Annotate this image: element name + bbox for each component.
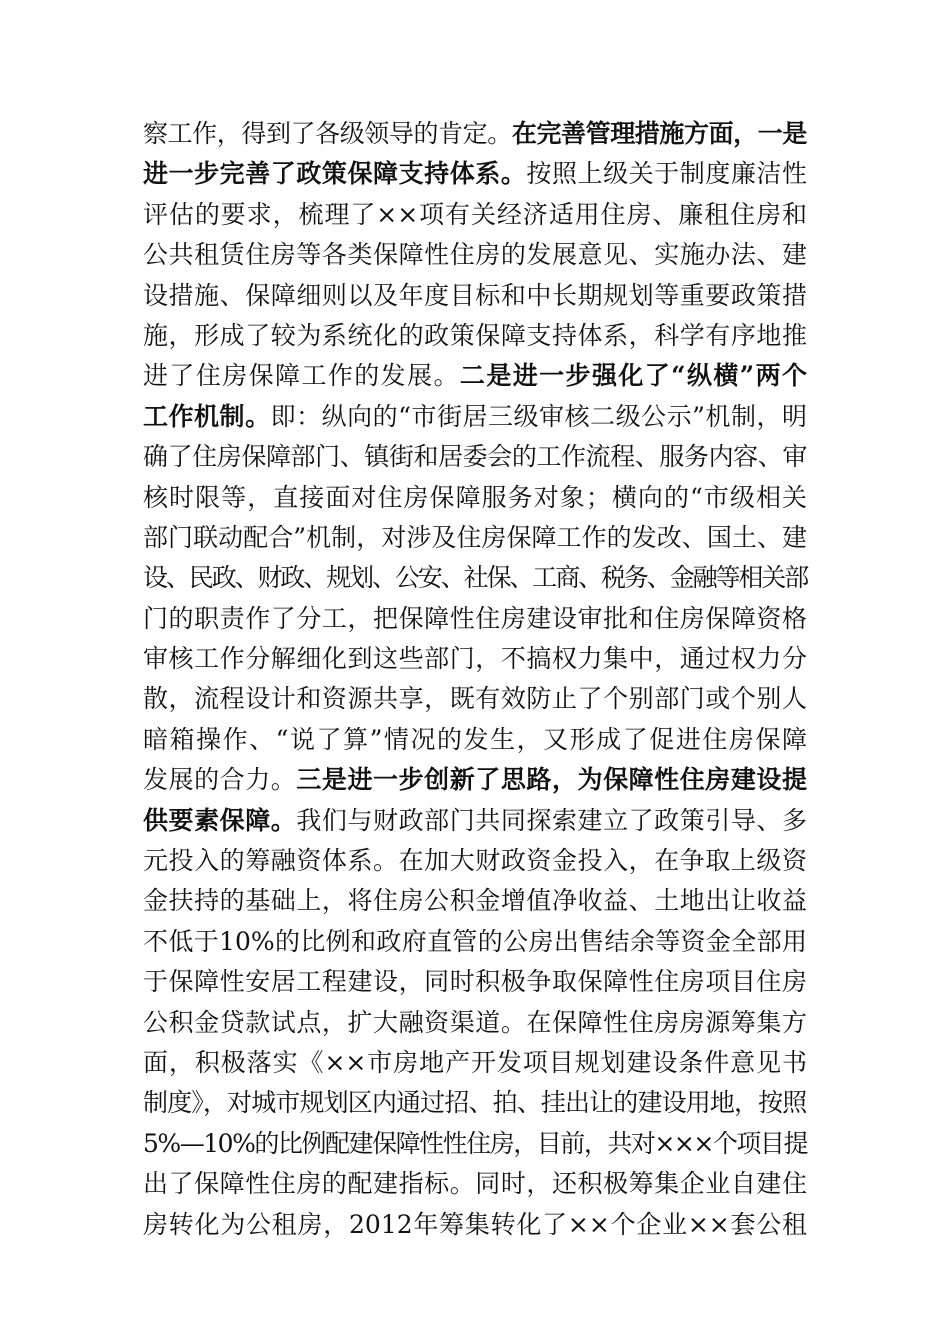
text-segment: 制度》，对城市规划区内通过招、拍、挂出让的建设用地，按照 — [143, 1088, 807, 1118]
text-segment: 审核工作分解细化到这些部门，不搞权力集中，通过权力分 — [143, 644, 807, 674]
text-line — [143, 962, 807, 1002]
text-segment: 我们与财政部门共同探索建立了政策引导、多 — [296, 805, 807, 835]
text-segment: 即：纵向的“市街居三级审核二级公示”机制，明 — [270, 401, 807, 431]
text-segment: 暗箱操作、“说了算”情况的发生，又形成了促进住房保障 — [143, 724, 807, 754]
text-line — [143, 1124, 807, 1164]
text-segment: 核时限等，直接面对住房保障服务对象；横向的“市级相关 — [143, 482, 807, 512]
text-line — [143, 760, 807, 800]
text-line — [143, 316, 807, 356]
text-segment: 元投入的筹融资体系。在加大财政资金投入，在争取上级资 — [143, 846, 807, 876]
text-line — [143, 437, 807, 477]
body-text — [143, 114, 807, 1245]
text-line — [143, 720, 807, 760]
bold-text-segment: 三是进一步创新了思路，为保障性住房建设提 — [296, 765, 807, 795]
text-line — [143, 114, 807, 154]
text-line — [143, 801, 807, 841]
bold-text-segment: 进一步完善了政策保障支持体系。 — [143, 159, 527, 189]
text-line — [143, 478, 807, 518]
text-segment: 按照上级关于制度廉洁性 — [526, 159, 807, 189]
text-segment: 设、民政、财政、规划、公安、社保、工商、税务、金融等相关部 — [143, 563, 808, 593]
text-line — [143, 881, 807, 921]
text-line — [143, 518, 807, 558]
text-segment: 房转化为公租房，2012年筹集转化了××个企业××套公租 — [143, 1209, 807, 1239]
text-line — [143, 154, 807, 194]
text-line — [143, 639, 807, 679]
text-segment: 公共租赁住房等各类保障性住房的发展意见、实施办法、建 — [143, 240, 807, 270]
bold-text-segment: 供要素保障。 — [143, 805, 297, 835]
text-line — [143, 1205, 807, 1245]
text-segment: 察工作，得到了各级领导的肯定。 — [143, 119, 512, 148]
text-line — [143, 1043, 807, 1083]
text-segment: 不低于10%的比例和政府直管的公房出售结余等资金全部用 — [143, 926, 807, 956]
text-line — [143, 841, 807, 881]
text-line — [143, 1083, 807, 1123]
text-line — [143, 276, 807, 316]
text-segment: 评估的要求，梳理了××项有关经济适用住房、廉租住房和 — [143, 199, 807, 229]
bold-text-segment: 工作机制。 — [143, 401, 271, 431]
text-line — [143, 195, 807, 235]
bold-text-segment: 二是进一步强化了“纵横”两个 — [459, 361, 807, 391]
text-segment: 部门联动配合”机制，对涉及住房保障工作的发改、国土、建 — [143, 522, 807, 552]
text-segment: 确了住房保障部门、镇街和居委会的工作流程、服务内容、审 — [143, 442, 807, 472]
text-line — [143, 356, 807, 396]
text-line — [143, 922, 807, 962]
text-line — [143, 1003, 807, 1043]
bold-text-segment: 在完善管理措施方面，一是 — [511, 119, 807, 148]
text-segment: 5%—10%的比例配建保障性性住房，目前，共对×××个项目提 — [143, 1128, 807, 1158]
text-line — [143, 1164, 807, 1204]
text-line — [143, 397, 807, 437]
text-line — [143, 235, 807, 275]
text-line — [143, 558, 807, 598]
text-segment: 进了住房保障工作的发展。 — [143, 361, 460, 391]
text-segment: 于保障性安居工程建设，同时积极争取保障性住房项目住房 — [143, 967, 807, 997]
text-segment: 金扶持的基础上，将住房公积金增值净收益、土地出让收益 — [143, 886, 807, 916]
text-segment: 公积金贷款试点，扩大融资渠道。在保障性住房房源筹集方 — [143, 1007, 807, 1037]
text-segment: 面，积极落实《××市房地产开发项目规划建设条件意见书 — [143, 1047, 807, 1077]
text-segment: 施，形成了较为系统化的政策保障支持体系，科学有序地推 — [143, 320, 807, 350]
text-segment: 设措施、保障细则以及年度目标和中长期规划等重要政策措 — [143, 280, 807, 310]
text-segment: 发展的合力。 — [143, 765, 297, 795]
text-segment: 门的职责作了分工，把保障性住房建设审批和住房保障资格 — [143, 603, 807, 633]
text-segment: 散，流程设计和资源共享，既有效防止了个别部门或个别人 — [143, 684, 807, 714]
text-segment: 出了保障性住房的配建指标。同时，还积极筹集企业自建住 — [143, 1169, 807, 1199]
text-line — [143, 679, 807, 719]
text-line — [143, 599, 807, 639]
